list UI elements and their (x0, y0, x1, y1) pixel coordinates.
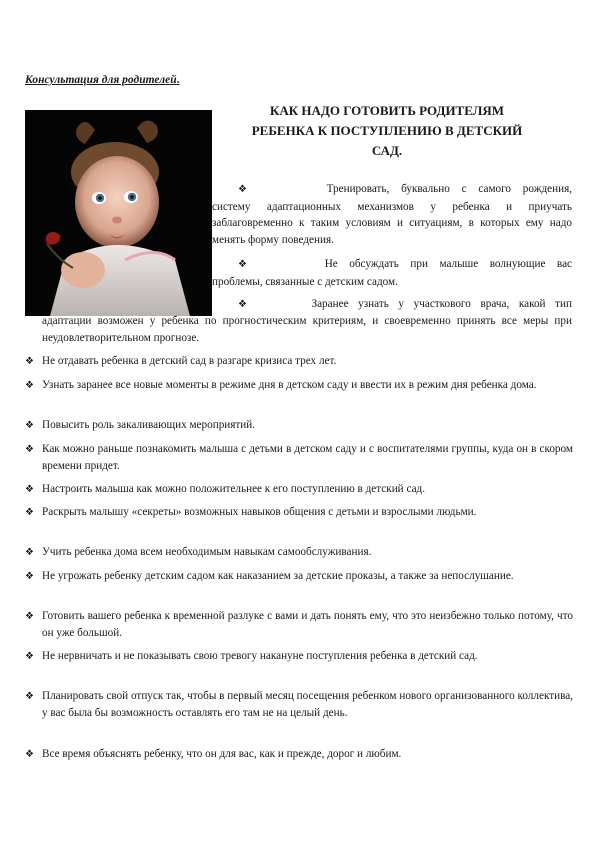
bullet-icon: ❖ (25, 484, 34, 495)
list-item: ❖ Планировать свой отпуск так, чтобы в первый месяц посещения ребенком нового организованного коллектива, у вас была бы возможность оставлять его там не на целый день. (25, 690, 573, 719)
list-item: ❖ Настроить малыша как можно положительнее к его поступлению в детский сад. (25, 481, 573, 498)
list-item: ❖ Учить ребенка дома всем необходимым навыкам самообслуживания. (25, 544, 573, 561)
list-item: ❖ Как можно раньше познакомить малыша с детьми в детском саду и с воспитателями группы, куда он в скором времени придет. (25, 443, 573, 472)
title-line-2: РЕБЕНКА К ПОСТУПЛЕНИЮ В ДЕТСКИЙ (251, 123, 523, 138)
list-item: ❖ Раскрыть малышу «секреты» возможных навыков общения с детьми и взрослыми людьми. (25, 504, 573, 521)
list-item: ❖ Не угрожать ребенку детским садом как наказанием за детские проказы, а также за непослушание. (25, 568, 573, 585)
bullet-icon: ❖ (25, 444, 34, 455)
title-line-3: САД. (371, 143, 403, 158)
intro-item-3-rest: адаптации возможен у ребенка по прогностическим критериям, и своевременно принять все меры при неудовлетворительном прогнозе. (42, 315, 572, 344)
bullet-icon: ❖ (25, 749, 34, 760)
list-item: ❖ Не отдавать ребенка в детский сад в разгаре кризиса трех лет. (25, 353, 573, 370)
title-line-1: КАК НАДО ГОТОВИТЬ РОДИТЕЛЯМ (269, 103, 505, 118)
list-item: ❖ Все время объяснять ребенку, что он для вас, как и прежде, дорог и любим. (25, 746, 573, 763)
consultation-heading: Консультация для родителей. (25, 74, 180, 86)
bullet-icon: ❖ (238, 184, 256, 195)
bullet-icon: ❖ (25, 420, 34, 431)
bullet-icon: ❖ (238, 259, 256, 270)
bullet-icon: ❖ (25, 691, 34, 702)
bullet-icon: ❖ (25, 380, 34, 391)
list-item: ❖ Повысить роль закаливающих мероприятий. (25, 417, 573, 434)
page-title (212, 101, 562, 161)
intro-item-2: ❖ Не обсуждать при малыше волнующие вас проблемы, связанные с детским садом. (212, 258, 572, 288)
intro-item-3-lead: ❖ Заранее узнать у участкового врача, какой тип (238, 298, 573, 310)
child-photo (25, 110, 212, 316)
bullet-icon: ❖ (238, 299, 254, 310)
list-item: ❖ Не нервничать и не показывать свою тревогу накануне поступления ребенка в детский сад. (25, 648, 573, 665)
intro-item-1: ❖ Тренировать, буквально с самого рождения, систему адаптационных механизмов у ребенка и приучать заблаговременно к таким условиям и ситуациям, в которых ему надо менять форму поведения. (212, 183, 573, 246)
bullet-icon: ❖ (25, 651, 34, 662)
bullet-icon: ❖ (25, 507, 34, 518)
bullet-icon: ❖ (25, 611, 34, 622)
bullet-icon: ❖ (25, 356, 34, 367)
list-item: ❖ Готовить вашего ребенка к временной разлуке с вами и дать понять ему, что это неизбежно только потому, что он уже большой. (25, 610, 573, 639)
bullet-icon: ❖ (25, 571, 34, 582)
bullet-icon: ❖ (25, 547, 34, 558)
list-item: ❖ Узнать заранее все новые моменты в режиме дня в детском саду и ввести их в режим дня ребенка дома. (25, 377, 573, 394)
